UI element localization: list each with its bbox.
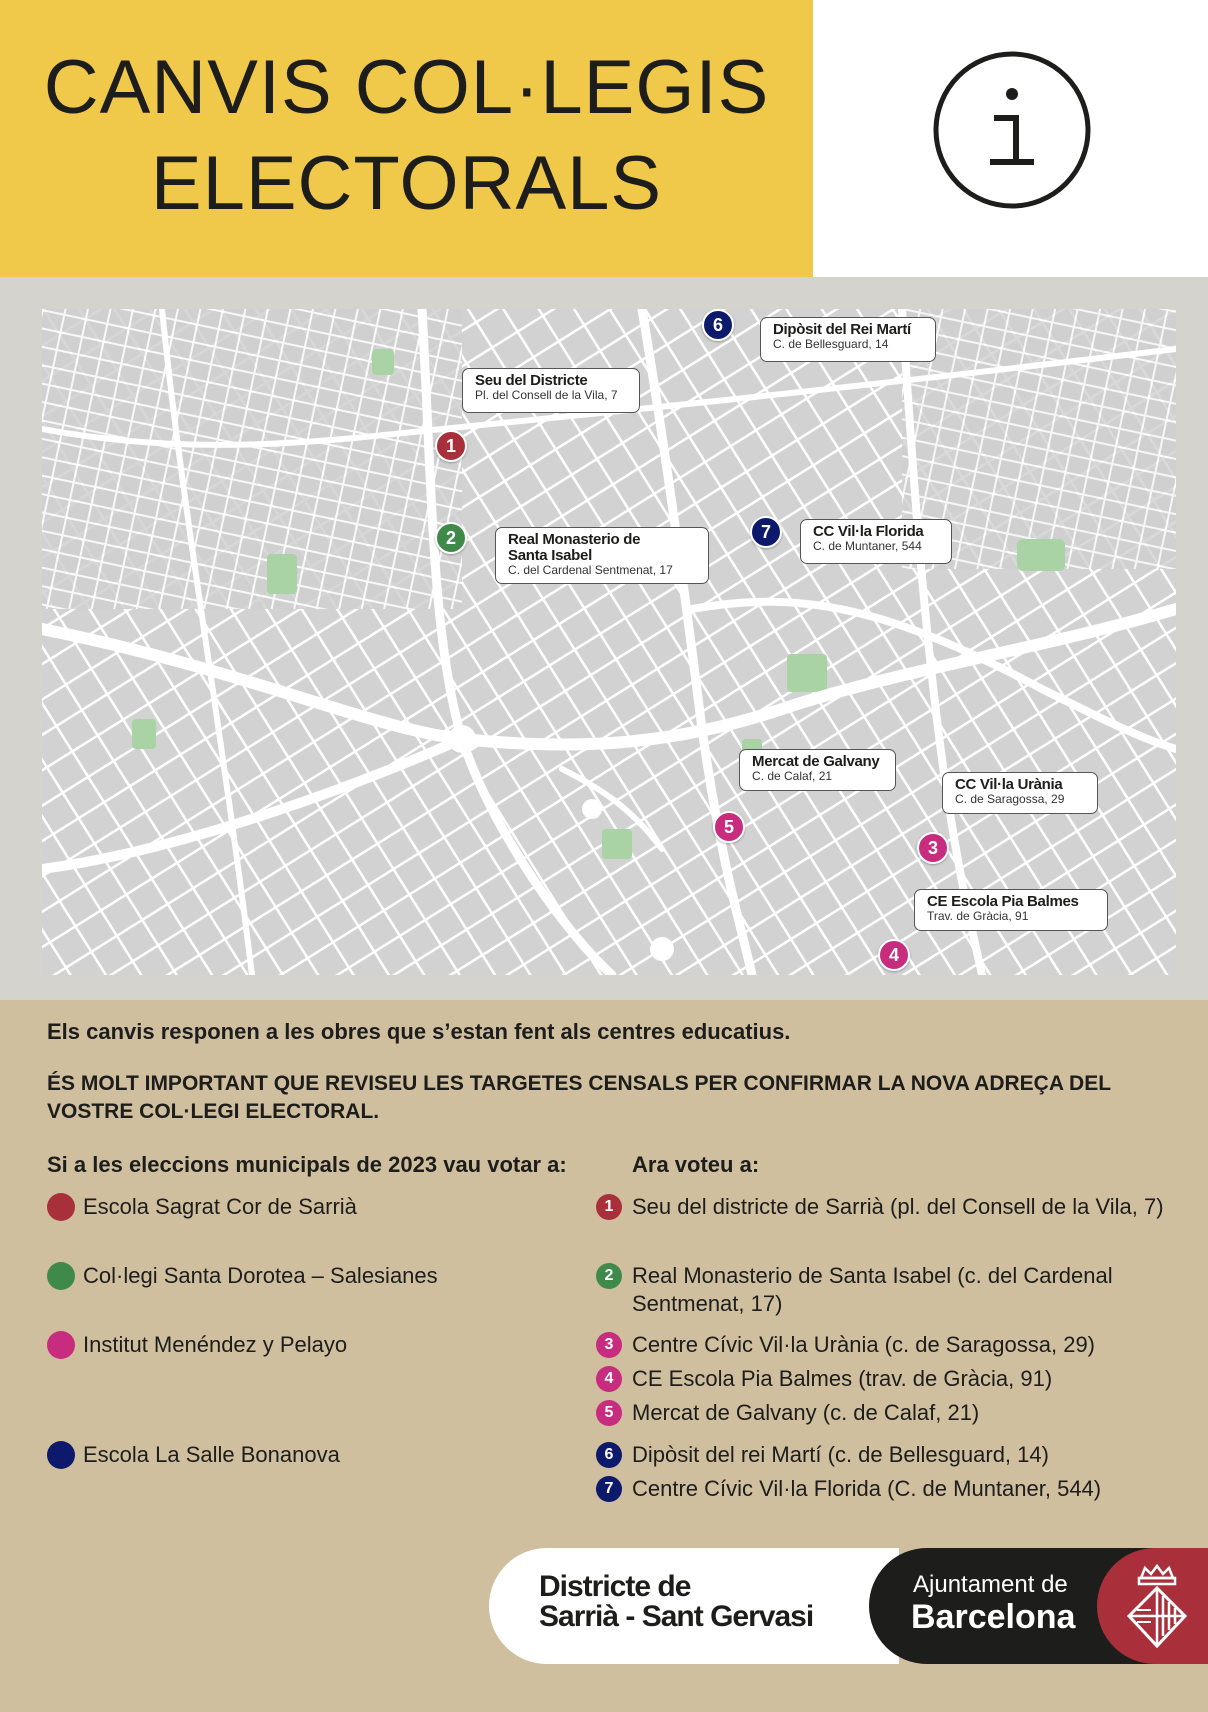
- number-badge: 6: [596, 1442, 622, 1468]
- magenta-dot-icon: [47, 1331, 75, 1359]
- map-callout-4: [914, 889, 1108, 931]
- callout-address: C. de Calaf, 21: [752, 769, 833, 783]
- map-callout-5: [739, 749, 896, 791]
- title-line-2: ELECTORALS: [150, 141, 663, 226]
- map-marker-4[interactable]: 4: [878, 939, 910, 971]
- intro-text: Els canvis responen a les obres que s’estan fent als centres educatius.: [47, 1019, 791, 1044]
- number-badge: 4: [596, 1366, 622, 1392]
- navy-dot-icon: [47, 1441, 75, 1469]
- old-school-name: Escola La Salle Bonanova: [83, 1442, 340, 1467]
- callout-address: C. de Muntaner, 544: [813, 539, 922, 553]
- new-place-text: Centre Cívic Vil·la Urània (c. de Saragossa, 29): [632, 1332, 1096, 1357]
- number-badge: 7: [596, 1476, 622, 1502]
- new-place-text: Seu del districte de Sarrià (pl. del Consell de la Vila, 7): [632, 1194, 1164, 1219]
- callout-name: Mercat de Galvany: [752, 753, 880, 770]
- green-dot-icon: [47, 1262, 75, 1290]
- map-marker-3[interactable]: 3: [917, 832, 949, 864]
- map-marker-5[interactable]: 5: [713, 811, 745, 843]
- map-marker-6[interactable]: 6: [702, 309, 734, 341]
- map-callout-2: [495, 527, 709, 584]
- map-marker-7[interactable]: 7: [750, 516, 782, 548]
- map-marker-1[interactable]: 1: [435, 430, 467, 462]
- district-name-line2: Sarrià - Sant Gervasi: [539, 1600, 814, 1633]
- map-callout-6: [760, 317, 936, 362]
- callout-name: CE Escola Pia Balmes: [927, 893, 1079, 910]
- callout-address: C. de Bellesguard, 14: [773, 337, 889, 351]
- callout-address: Trav. de Gràcia, 91: [927, 909, 1029, 923]
- new-place-text: Dipòsit del rei Martí (c. de Bellesguard, 14): [632, 1442, 1049, 1467]
- callout-name: Seu del Districte: [475, 372, 588, 389]
- district-logo: [539, 1572, 813, 1632]
- new-place-text: CE Escola Pia Balmes (trav. de Gràcia, 91): [632, 1366, 1053, 1391]
- map-callout-1: [462, 368, 640, 413]
- info-icon: [932, 50, 1092, 210]
- number-badge: 3: [596, 1332, 622, 1358]
- title-line-1: CANVIS COL·LEGIS: [43, 45, 770, 130]
- new-places-heading: Ara voteu a:: [632, 1152, 760, 1177]
- callout-name-line2: Santa Isabel: [508, 547, 592, 564]
- new-place-text: Centre Cívic Vil·la Florida (C. de Muntaner, 544): [632, 1476, 1102, 1501]
- callout-name: CC Vil·la Florida: [813, 523, 924, 540]
- footer-logos: [489, 1548, 1208, 1664]
- number-badge: 1: [596, 1194, 622, 1220]
- warning-text: ÉS MOLT IMPORTANT QUE REVISEU LES TARGETES CENSALS PER CONFIRMAR LA NOVA ADREÇA DEL VOSTRE COL·LEGI ELECTORAL.: [47, 1072, 1111, 1123]
- number-badge: 5: [596, 1400, 622, 1426]
- ajuntament-line2: Barcelona: [911, 1598, 1076, 1636]
- barcelona-crest-icon: [1117, 1562, 1197, 1652]
- old-school-name: Col·legi Santa Dorotea – Salesianes: [83, 1263, 438, 1288]
- district-map: [42, 309, 1176, 975]
- map-callout-7: [800, 519, 952, 564]
- page-title: [0, 40, 813, 232]
- number-badge: 2: [596, 1263, 622, 1289]
- callout-name-line1: Real Monasterio de: [508, 531, 641, 548]
- district-name-line1: Districte de: [539, 1570, 691, 1603]
- red-dot-icon: [47, 1193, 75, 1221]
- old-school-name: Escola Sagrat Cor de Sarrià: [83, 1194, 357, 1219]
- callout-address: Pl. del Consell de la Vila, 7: [475, 388, 618, 402]
- old-schools-heading: Si a les eleccions municipals de 2023 vau votar a:: [47, 1152, 567, 1177]
- callout-name: CC Vil·la Urània: [955, 776, 1063, 793]
- callout-name: Dipòsit del Rei Martí: [773, 321, 911, 338]
- ajuntament-line1: Ajuntament de: [913, 1571, 1068, 1598]
- old-school-name: Institut Menéndez y Pelayo: [83, 1332, 348, 1357]
- new-place-text: Mercat de Galvany (c. de Calaf, 21): [632, 1400, 980, 1425]
- new-place-text: Real Monasterio de Santa Isabel (c. del Cardenal Sentmenat, 17): [632, 1263, 1113, 1316]
- callout-address: C. del Cardenal Sentmenat, 17: [508, 563, 673, 577]
- callout-address: C. de Saragossa, 29: [955, 792, 1065, 806]
- map-marker-2[interactable]: 2: [435, 522, 467, 554]
- map-callout-3: [942, 772, 1098, 814]
